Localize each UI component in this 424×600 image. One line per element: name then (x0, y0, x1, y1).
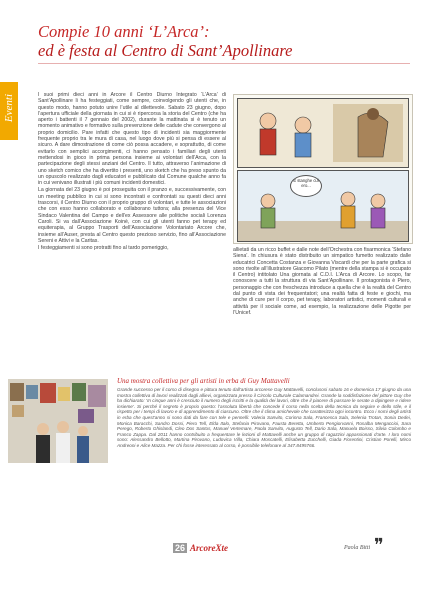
article-column-1 (38, 92, 226, 252)
author-name: Paola Bitti (344, 545, 371, 551)
headline-line-2: ed è festa al Centro di Sant’Apollinare (38, 41, 293, 60)
comic-panel-1 (237, 98, 409, 168)
exhibition-photo-art (8, 379, 108, 463)
headline-divider (38, 63, 410, 64)
exhibition-photo (8, 379, 108, 463)
page-number: 26 (175, 543, 186, 553)
speech-bubble: E stanghe cui ero... (290, 175, 322, 197)
comic-panel-2 (237, 170, 409, 242)
article-column-2 (233, 247, 411, 317)
exhibition-text: Grande successo per il corso di disegno e pittura tenuto dall’artista arcorese Guy Mattavelli, conclusosi sabato 16 e domenica 17 giugno da una mostra collettiva di lavori realizzati dagli allievi, organizzata presso il Circolo Culturale Calamandrei. Grande la soddisfazione del pittore Guy che ha dichiarato: ‘In cinque anni è cresciuto il numero degli iscritti e la qualità dei lavori, oltre che il piacere di passare le serate a dipingere e ridere insieme’. Si perché il segreto è proprio questo: l’assoluta libertà che concede il corso nella scelta della tecnica da seguire e dello stile, e il rispetto per i tempi di lavoro e di apprendimento di ciascuno. Oltre che il clima amichevole che caratterizza ogni incontro. Ecco i nomi degli artisti in erba che quest’anno si sono dati da fare con tele e pennelli: Valeria Sanvito, Corinna Sala, Francesca Sala, Selenia Trotan, Sonia Dedei, Monica Baracchi, Sandro Dossi, Piero Tell, Elda Italo, Stefania Pirovano, Fausta Beretta, Umberto Pengiorvanni, Rosalba Mengaccioi, Sara Perego, Roberto Ghislandi, Cleo Dos Santos, Manuel Vertemare, Paola Sanvito, Augusto Tell, Dario Sala, Manuela Boisso, Silvia Colombo e Franco Zappa. Dal 2011 hanno contribuito a frequentare le lezioni di Mattavelli anche un gruppo di ragazzini appassionati d’arte. I loro nomi sono: Alessandro Bellotto, Martina Pirovano, Ludovica Villa, Chiara Moscatelli, Elisabetta Zucchelli, Giada Fiorentini, Cristian Porelli, Mirco Andreoni e Alice Mazza. Per chi fosse interessato al corso, è possibile telefonare al 347.8495766. (117, 387, 411, 448)
exhibition-title: Una mostra collettiva per gli artisti in erba di Guy Mattavelli (117, 377, 290, 385)
headline-line-1: Compie 10 anni ‘L’Arca’: (38, 22, 210, 41)
closing-quote-icon: ❞ (374, 535, 384, 555)
article-paragraph: I suoi primi dieci anni in Arcore il Centro Diurno Integrato ‘L’Arca’ di Sant’Apollinare li ha festeggiati, come sempre, coinvolgendo gli utenti che, in questo modo, hanno potuto unire l’utile al dilettevole. Sabato 23 giugno, dopo l’apertura ufficiale della giornata in cui si è ripercorsa la storia del Centro (che ha aperto i battenti il 7 gennaio del 2002), durante la mattinata si è tenuto un momento animativo e formativo sulla prevenzione delle cadute che convergono al proprio domicilio. Pare infatti che questo tipo di incidenti sia maggiormente frequente proprio tra le mura di casa, nel luogo dove più si pensa di essere al sicuro. A dare dimostrazione di come ciò possa accadere, e soprattutto, di come evitarlo con semplici accorgimenti, ci hanno pensato i familiari degli utenti mettendosi in gioco in prima persona insieme ai volontari dell’Arca, con la partecipazione degli stessi anziani del Centro. Il tutto, attraverso l’animazione di uno sketch comico che ha divertito i presenti, uno sketch che ha preso spunto da un opuscolo realizzato dagli educatori e pubblicato dal Comune qualche anno fa in cui venivano illustrati i più comuni incidenti domestici. (38, 92, 226, 187)
section-tab (0, 82, 18, 140)
comic-illustration (233, 94, 413, 244)
article-paragraph: allietati da un ricco buffet e dalle note dell’Orchestra con fisarmonica ‘Stefano Siena’. In chiusura è stato distribuito un simpatico fumetto realizzato dalle educatrici Concetta Costanza e Giovanna Viscardi che per la parte grafica si sono rivolte all’illustratore Giacomo Pilato (mentre della stampa si è occupato il Centro) intitolato Una giornata al C.D.I. L’Arca di Arcore. Lo scopo, far conoscere a tutti la struttura di via Sant’Apollinare. Il protagonista è Piero, personaggio che con freschezza introduce a quella che è la realtà del Centro dal punto di vista dei frequentatori; una realtà fatta di feste e giochi, ma anche di cure per il corpo, pet terapy, laboratori artistici, momenti culturali e attività per il sociale come, ad esempio, la realizzazione delle Pigotte per l’Unicef. (233, 247, 411, 316)
comic-panel-1-art (238, 99, 408, 167)
article-paragraph: I festeggiamenti si sono protratti fino al tardo pomeriggio, (38, 245, 169, 252)
article-paragraph: La giornata del 23 giugno è poi proseguita con il pranzo e, successivamente, con un meeting pubblico in cui si sono incontrati e confrontati su questi dieci anni trascorsi, il Centro Diurno con il proprio gruppo di volontari, e tutte le associazioni che con esso hanno collaborato e collaborano tuttora; alla presenza del Vice Sindaco Valentina del Campo e dell’ex Assessore alle politiche sociali Lorenza Caroli. Si va dall’Associazione Koinè, con cui gli utenti fanno pet terapy ed equiterapia, al Gruppo Trasporti dell’Associazione Volontariato Arcore che, insieme all’Auser, presta al Centro questo prezioso servizio, fino all’Associazione Sereni e Attivi e la Caritas. (38, 187, 226, 244)
brand-logo-text: ArcoreXte (190, 543, 228, 553)
section-tab-label: Eventi (3, 93, 15, 123)
comic-panel-2-art (238, 171, 408, 241)
